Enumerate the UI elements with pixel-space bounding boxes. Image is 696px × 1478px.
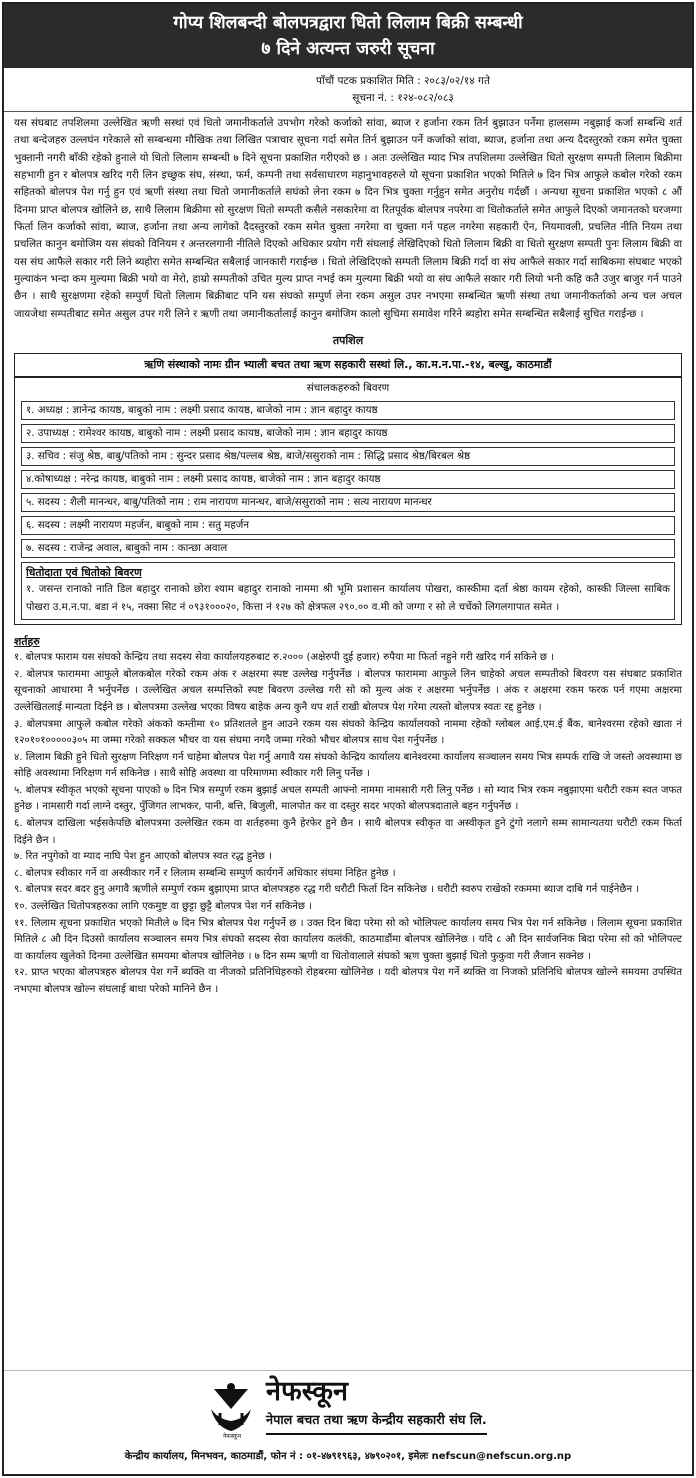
nefscun-logo-icon <box>206 1379 256 1437</box>
board-member-row: २. उपाध्यक्ष : रामेश्वर कायष्ठ, बाबुको नाम : लक्ष्मी प्रसाद कायष्ठ, बाजेको नाम : ज्ञान बहादुर कायष्ठ <box>21 424 675 443</box>
collateral-heading: धितोदाता एवं धितोको बिवरण <box>26 566 142 580</box>
term-item: ३. बोलपत्रमा आफुले कबोल गरेको अंकको कम्तीमा १० प्रतिशतले हुन आउने रकम यस संघको केन्द्रिय कार्यालयको नाममा रहेको ग्लोबल आई.एम.ई बैंक, बानेश्वरमा रहेको खाता नं १२०१०१०००००३०५ मा जम्मा गरेको सक्कल भौचर वा यस संघमा नगदै जम्मा गरेको भौचर बोलपत्र साथ पेश गर्नुपर्नेछ । <box>14 718 682 747</box>
notice-title-bar <box>4 4 692 68</box>
logo-caption: नेफस्कून <box>222 1433 242 1440</box>
term-item: १. बोलपत्र फाराम यस संघको केन्द्रिय तथा सदस्य सेवा कार्यालयहरुबाट रु.२००० (अक्षेरुपी दुई हजार) रुपैया मा फिर्ता नहुने गरी खरिद गर्न सकिने छ । <box>14 652 555 664</box>
board-members-heading: संचालकहरुको बिवरण <box>306 382 390 395</box>
term-item: ११. लिलाम सूचना प्रकाशित भएको मितीले ७ दिन भित्र बोलपत्र पेश गर्नुपर्ने छ । उक्त दिन बिदा परेमा सो को भोलिपल्ट कार्यालय समय भित्र पेश गर्न सकिनेछ । लिलाम सूचना प्रकाशित मितिले ८ औ दिन दिउसो कार्यालय सञ्चालन समय भित्र संघको सदस्य सेवा कार्यालय कलंकी, काठमाडौंमा बोलपत्र खोलिनेछ । यदि ८ औ दिन सार्वजनिक बिदा परेमा सो को भोलिपल्ट वा कार्यालय खुलेको दिनमा उल्लेखित समयमा बोलपत्र खोलिनेछ । ७ दिन सम्म ऋणी वा धितोवालाले संघको ऋण चुक्ता बुझाई धितो फुकुवा गरी लैजान सक्नेछ । <box>14 917 682 962</box>
brand-full-name: नेपाल बचत तथा ऋण केन्द्रीय सहकारी संघ लि. <box>266 1411 487 1435</box>
notice-title-line2: ७ दिने अत्यन्त जरुरी सूचना <box>261 39 435 59</box>
publication-info <box>4 68 692 107</box>
board-member-row: ७. सदस्य : राजेन्द्र अवाल, बाबुको नाम : कान्छा अवाल <box>21 539 675 558</box>
brand-name: नेफस्कून <box>266 1376 349 1407</box>
term-item: १२. प्राप्त भएका बोलपत्रहरु बोलपत्र पेश गर्ने ब्यक्ति वा नीजको प्रतिनिधिहरुको रोहबरमा खोलिनेछ । यदी बोलपत्र पेश गर्ने ब्यक्ति वा निजको प्रतिनिधि बोलपत्र खोल्ने समयमा उपस्थित नभएमा बोलपत्र खोल्न संघलाई बाधा परेको मानिने छैन । <box>14 967 682 995</box>
term-item: ८. बोलपत्र स्वीकार गर्ने वा अस्वीकार गर्ने र लिलाम सम्बन्धि सम्पुर्ण कार्यगर्ने अधिकार संघमा निहित हुनेछ । <box>14 867 396 879</box>
notice-number: सूचना नं. : १२४-०८२/०८३ <box>352 92 454 104</box>
term-item: ९. बोलपत्र सदर बदर हुनु अगावै ऋणीले सम्पुर्ण रकम बुझाएमा प्राप्त बोलपत्रहरु रद्ध गरी धरौटी फिर्ता दिन सकिनेछ । धरौटी स्वरुप राखेको रकममा ब्याज दाबि गर्न पाईनेछैन । <box>14 884 640 896</box>
board-member-row: ३. सचिव : संजु श्रेष्ठ, बाबु/पतिको नाम : सुन्दर प्रसाद श्रेष्ठ/पल्लब श्रेष्ठ, बाजे/ससुराको नाम : सिद्धि प्रसाद श्रेष्ठ/बिरबल श्रेष्ठ <box>21 447 675 466</box>
board-member-row: ५. सदस्य : शैली मानन्धर, बाबु/पतिको नाम : राम नारायण मानन्धर, बाजे/ससुराको नाम : सत्य नारायण मानन्धर <box>21 493 675 512</box>
notice-document <box>2 2 694 1476</box>
term-item: ४. लिलाम बिक्री हुने धितो सुरक्षण निरिक्षण गर्न चाहेमा बोलपत्र पेश गर्नु अगावै यस संघको केन्द्रिय कार्यालय बानेश्वरमा कार्यालय सञ्चालन समय भित्र सम्पर्क राखि जे जस्तो अवस्थामा छ सोहि अवस्थामा निरिक्षण गर्न सकिनेछ । साथै सोहि अवस्था वा परिमाणमा स्वीकार गरी लिनु पर्नेछ । <box>14 751 682 780</box>
term-item: २. बोलपत्र फाराममा आफुले बोलकबोल गरेको रकम अंक र अक्षरमा स्पष्ट उल्लेख गर्नुपर्नेछ । बोलपत्र फाराममा आफुले लिन चाहेको अचल सम्पतीको बिवरण यस संघबाट प्रकाशित सूचनाको आधारमा नै भर्नुपर्नेछ । उल्लेखित अचल सम्पत्तिको स्पष्ट बिवरण उल्लेख गरी सो को मुल्य अंक र अक्षरमा भर्नुपर्नेछ । अंक र अक्षरमा रकम फरक पर्न गएमा अक्षरमा उल्लेखितलाई मान्यता दिईने छ । बोलपत्रमा उल्लेख भएका विषय बाहेक अन्य कुनै थप शर्त राखी बोलपत्र पेश गरेमा त्यस्तो बोलपत्र स्वतः रद्द हुनेछ । <box>14 668 682 713</box>
term-item: ५. बोलपत्र स्वीकृत भएको सूचना पाएको ७ दिन भित्र सम्पुर्ण रकम बुझाई अचल सम्पती आफ्नो नाममा नामसारी गरी लिनु पर्नेछ । सो म्याद भित्र रकम नबुझाएमा धरौटी रकम स्वत जफत हुनेछ । नामसारी गर्दा लाग्ने दस्तुर, पुँजिगत लाभकर, पानी, बत्ति, बिजुली, मालपोत कर वा दस्तुर सदर भएको बोलपत्रदाताले बहन गर्नुपर्नेछ । <box>14 784 682 813</box>
collateral-details <box>21 562 675 620</box>
footer <box>4 1370 692 1474</box>
details-heading: तपशिल <box>332 334 364 348</box>
publish-date: पाँचौं पटक प्रकाशित मिति : २०८३/०२/१४ गते <box>316 75 490 87</box>
details-box <box>14 353 682 625</box>
intro-paragraph: यस संघबाट तपशिलमा उल्लेखित ऋणी सस्थां एवं धितो जमानीकर्ताले उपभोग गरेको कर्जाको सांवा, ब्याज र हर्जाना रकम तिर्न बुझाउन पर्नेमा हालसम्म नबुझाई कर्जा सम्बन्धि शर्त तथा बन्देजहरु उल्लघंन गरेकाले सो सम्बन्धमा मौखिक तथा लिखित पत्राचार सूचना गर्दा समेत तिर्न बुझाउन पर्ने कर्जाको सांवा, ब्याज, हर्जाना तथा अन्य दैदस्तुरको रकम समेत चुक्ता भुक्तानी नगरी बाँकी रहेको हुनाले यो धितो लिलाम सम्बन्धी ७ दिने सूचना प्रकाशित गरीएको छ । अतः उल्लेखित म्याद भित्र तपशिलमा उल्लेखित धितो सुरक्षण सम्पती लिलाम बिक्रीमा सहभागी हुन र बोलपत्र खरिद गरी लिन इच्छुक संघ, संस्था, फर्म, कम्पनी तथा सर्वसाधारण महानुभावहरुले यो सूचना प्रकाशित भएको मितिले ७ दिन भित्र आफुले कबोल गरेको रकम सहितको बोलपत्र पेश गर्नु हुन एवं ऋणी संस्था तथा धितो जमानीकर्ताले सघंको लेना रकम ७ दिन भित्र चुक्ता गर्नुहुन समेत अनुरोध गर्दछौं । अन्यथा सूचना प्रकाशित भएको ८ औं दिनमा प्राप्त बोलपत्र खोलिने छ, साथै लिलाम बिक्रीमा सो सुरक्षण धितो सम्पती कसैले नसकारेमा वा रितपूर्वक बोलपत्र नपरेमा वा धितोकर्ताले समेत आफुले दिएको जमानतको घरजग्गा फिर्ता लिन कर्जाको सांवा, ब्याज, हर्जाना तथा अन्य लागेको दैदस्तुरको रकम समेत चुक्ता नगरेमा वा चुक्ता गर्न पहल नगरेमा सहकारी ऐन, नियमावली, प्रचलित नीति नियम तथा प्रचलित कानुन बमोजिम यस संघको विनियम र अन्तरलगानी नीतिले दिएको अधिकार प्रयोग गरी संघलाई लेखिदिएको धितो लिलाम बिक्री वा धितो सुरक्षण सम्पती पुनः लिलाम बिक्री वा यस संघ आफैले सकार गरी लिने ब्यहोरा समेत सम्बन्धित सबैलाई जानकारी गराईन्छ । धितो लेखिदिएको सम्पती लिलाम बिक्री गर्दा वा संघ आफैले सकार गर्दा साबिकमा संघबाट भएको मुल्याकंन भन्दा कम मुल्यमा बिक्री भयो वा मेरो, हाम्रो सम्पतीको उचित मुल्य प्राप्त नभई कम मुल्यमा बिक्री भयो वा संघ आफैले सकार गरी लियो भनी कहि कतै उजुर बाजुर गर्न पाउने छैन । साथै सुरक्षणमा रहेको सम्पुर्ण धितो लिलाम बिक्रीबाट पनि यस संघको सम्पुर्ण लेना रकम असुल उपर नभएमा सम्बन्धित ऋणी संस्था तथा जमानीकर्ताको अन्य चल अचल जायजेथा सम्पतीबाट समेत असुल उपर गरी लिने र ऋणी तथा जमानीकर्तालाई कानुन बमोजिम कालो सुचिमा समावेश गरिने ब्यहोरा समेत सम्बन्धित सबैलाई सुचित गराईन्छ । <box>14 117 682 320</box>
term-item: ६. बोलपत्र दाखिला भईसकेपछि बोलपत्रमा उल्लेखित रकम वा शर्तहरुमा कुनै हेरफेर हुने छैन । साथै बोलपत्र स्वीकृत वा अस्वीकृत हुने टुंगो नलागे सम्म सामान्यतया धरौटी रकम फिर्ता दिईने छैन । <box>14 818 682 846</box>
notice-title-line1: गोप्य शिलबन्दी बोलपत्रद्वारा धितो लिलाम बिक्री सम्बन्धी <box>173 13 523 33</box>
term-item: ७. रित नपुगेको वा म्याद नाघि पेश हुन आएको बोलपत्र स्वत रद्ध हुनेछ । <box>14 851 272 863</box>
terms-list <box>4 650 692 998</box>
borrower-organization: ऋणि संस्थाको नामः ग्रीन भ्याली बचत तथा ऋण सहकारी सस्थां लि., का.म.न.पा.-१४, बल्खु, काठमाडौं <box>15 354 681 378</box>
board-member-row: ४.कोषाध्यक्ष : नरेन्द्र कायष्ठ, बाबुको नाम : लक्ष्मी प्रसाद कायष्ठ, बाजेको नाम : ज्ञान बहादुर कायष्ठ <box>21 470 675 489</box>
collateral-text: १. जसन्त रानाको नाति डिल बहादुर रानाको छोरा श्याम बहादुर रानाको नाममा श्री भूमि प्रशासन कार्यालय पोखरा, कास्कीमा दर्ता श्रेष्ठा कायम रहेको, कास्की जिल्ला साबिक पोखरा उ.म.न.पा. बडा नं १५, नक्सा सिट नं ०९३१०००२०, कित्ता नं १२७ को क्षेत्रफल २९०.०० व.मी को जग्गा र सो ले चर्चेको लिगलगापात समेत । <box>26 584 670 613</box>
terms-heading: शर्तहरु <box>14 635 40 649</box>
board-member-row: ६. सदस्य : लक्ष्मी नारायण महर्जन, बाबुको नाम : सतु महर्जन <box>21 516 675 535</box>
board-member-row: १. अध्यक्ष : ज्ञानेन्द्र कायष्ठ, बाबुको नाम : लक्ष्मी प्रसाद कायष्ठ, बाजेको नाम : ज्ञान बहादुर कायष्ठ <box>21 401 675 420</box>
term-item: १०. उल्लेखित धितोपत्रहरुका लागि एकमुष्ट वा छुट्टा छुट्टै बोलपत्र पेश गर्न सकिनेछ । <box>14 901 312 913</box>
contact-info: केन्द्रीय कार्यालय, मिनभवन, काठमाडौं, फोन नं : ०१-४७९१९६३, ४७९०२०१, इमेलः nefscun@nefscun.org.np <box>124 1451 572 1462</box>
